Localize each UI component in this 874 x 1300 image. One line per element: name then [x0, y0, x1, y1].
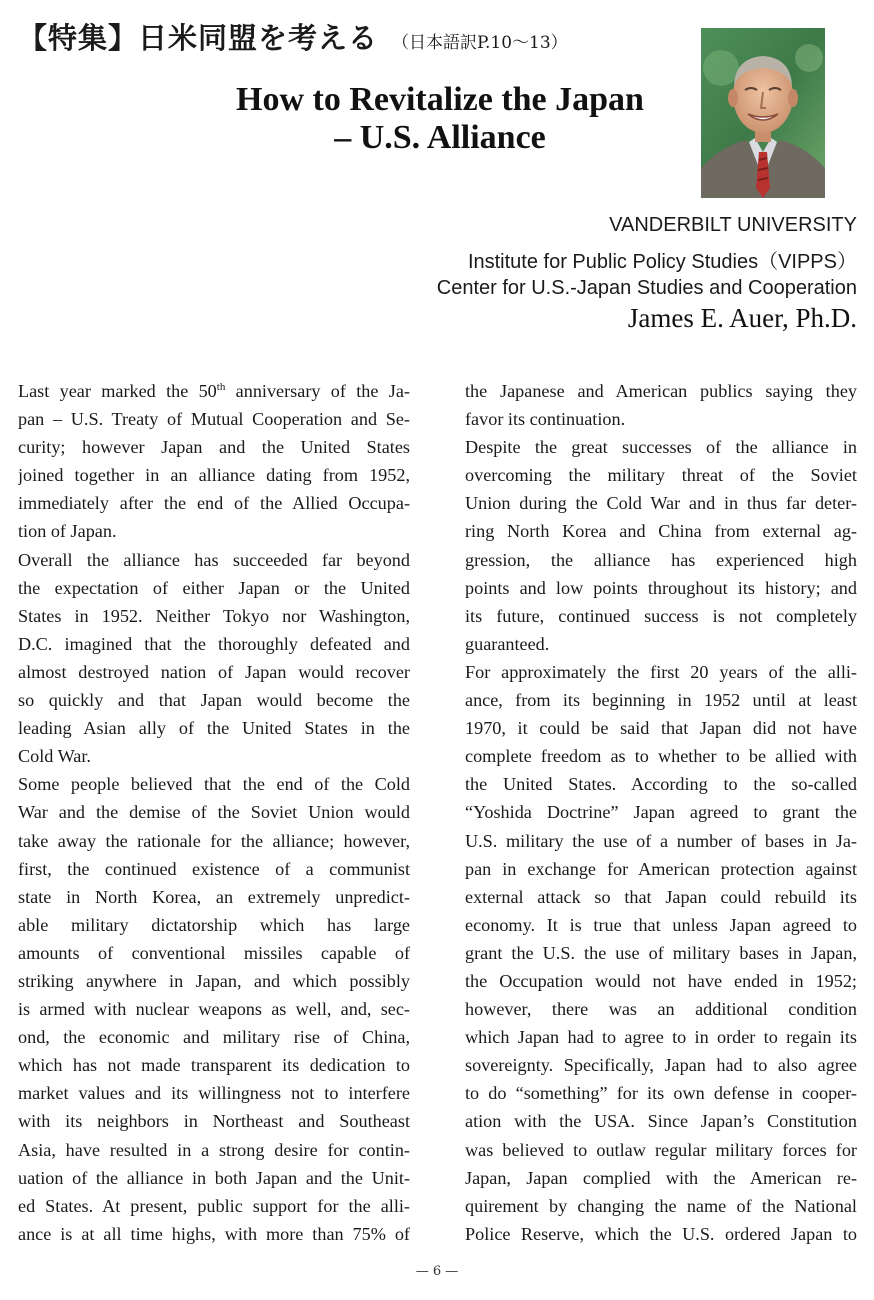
- body-text-line: ation with the USA. Since Japan’s Constitution: [465, 1111, 857, 1132]
- body-column-left: [18, 377, 410, 1248]
- body-text-line: with its neighbors in Northeast and Southeast: [18, 1111, 410, 1132]
- body-text-line: tion of Japan.: [18, 521, 117, 542]
- body-text-line: Japan, Japan complied with the American re-: [465, 1167, 857, 1188]
- body-text-line: 1970, it could be said that Japan did not have: [465, 718, 857, 739]
- body-text-line: ance is at all time highs, with more than 75% of: [18, 1223, 410, 1244]
- body-text-line: pan – U.S. Treaty of Mutual Cooperation and Se-: [18, 409, 410, 430]
- body-text-line: the expectation of either Japan or the United: [18, 577, 410, 598]
- body-text-fragment: Last year marked the 50: [18, 381, 217, 401]
- body-text-line: Overall the alliance has succeeded far beyond: [18, 549, 410, 570]
- body-text-line: external attack so that Japan could rebuild its: [465, 886, 857, 907]
- affiliation-center: Center for U.S.-Japan Studies and Cooperation: [436, 277, 857, 299]
- body-text-line: take away the rationale for the alliance; however,: [18, 830, 410, 851]
- body-text-line: almost destroyed nation of Japan would recover: [18, 661, 410, 682]
- body-text-line: D.C. imagined that the thoroughly defeated and: [18, 633, 410, 654]
- body-text-line: ed States. At present, public support for the alli-: [18, 1195, 410, 1216]
- body-text-line: States in 1952. Neither Tokyo nor Washington,: [18, 605, 410, 626]
- body-text-line: joined together in an alliance dating from 1952,: [18, 465, 410, 486]
- body-text-fragment: anniversary of the Ja-: [225, 381, 410, 401]
- body-text-line: grant the U.S. the use of military bases in Japan,: [465, 942, 857, 963]
- body-text-line: able military dictatorship which has large: [18, 914, 410, 935]
- body-text-line: first, the continued existence of a communist: [18, 858, 410, 879]
- feature-title: 【特集】日米同盟を考える: [18, 21, 379, 55]
- body-text-line: ance, from its beginning in 1952 until at least: [465, 690, 857, 711]
- author-name: James E. Auer, Ph.D.: [627, 303, 857, 333]
- body-text-line: For approximately the first 20 years of the alli-: [465, 661, 857, 682]
- article-title-line-2: – U.S. Alliance: [334, 119, 546, 156]
- article-title-line-1: How to Revitalize the Japan: [236, 81, 644, 118]
- body-text-line: gression, the alliance has experienced high: [465, 549, 857, 570]
- body-text-line: the Occupation would not have ended in 1952;: [465, 970, 857, 991]
- body-text-line: the Japanese and American publics saying they: [465, 381, 857, 401]
- body-text-line: market values and its willingness not to interfere: [18, 1083, 410, 1104]
- body-text-line: ring North Korea and China from external ag-: [465, 521, 857, 542]
- body-text-line: sovereignty. Specifically, Japan had to also agree: [465, 1055, 857, 1076]
- body-text-line: the United States. According to the so-called: [465, 774, 857, 795]
- body-text-line: striking anywhere in Japan, and which possibly: [18, 970, 410, 991]
- author-portrait-image: [701, 28, 825, 198]
- body-text-line: is armed with nuclear weapons as well, and, sec-: [18, 999, 410, 1020]
- body-text-line: its future, continued success is not completely: [465, 605, 857, 626]
- body-text-line: favor its continuation.: [465, 409, 626, 430]
- body-text-line: immediately after the end of the Allied Occupa-: [18, 493, 410, 514]
- body-text-line: Despite the great successes of the alliance in: [465, 437, 857, 458]
- affiliation-institute: Institute for Public Policy Studies（VIPPS）: [467, 251, 857, 273]
- body-text-line: was believed to outlaw regular military forces for: [465, 1139, 857, 1160]
- body-text-line: economy. It is true that unless Japan agreed to: [465, 914, 857, 935]
- translation-note: （日本語訳P.10～13）: [392, 33, 568, 53]
- body-text-line: War and the demise of the Soviet Union would: [18, 802, 410, 823]
- body-text-line: state in North Korea, an extremely unpredict-: [18, 886, 410, 907]
- body-text-line: which Japan had to agree to in order to regain its: [465, 1027, 857, 1048]
- body-text-line: Police Reserve, which the U.S. ordered Japan to: [465, 1223, 857, 1244]
- body-text-line: amounts of conventional missiles capable of: [18, 942, 410, 963]
- body-text-line: Asia, have resulted in a strong desire for contin-: [18, 1139, 410, 1160]
- body-text-line: however, there was an additional condition: [465, 999, 857, 1020]
- body-text-line: uation of the alliance in both Japan and the Unit-: [18, 1167, 410, 1188]
- feature-heading: [18, 16, 568, 57]
- body-text-line: points and low points throughout its history; and: [465, 577, 857, 598]
- body-text-line: to do “something” for its own defense in cooper-: [465, 1083, 857, 1104]
- body-text-line: [18, 377, 410, 405]
- body-text-line: U.S. military the use of a number of bases in Ja-: [465, 830, 857, 851]
- body-text-line: leading Asian ally of the United States in the: [18, 718, 410, 739]
- author-photo: [701, 28, 825, 198]
- body-text-line: quirement by changing the name of the National: [465, 1195, 857, 1216]
- body-text-line: guaranteed.: [465, 633, 550, 654]
- body-text-line: Some people believed that the end of the Cold: [18, 774, 410, 795]
- affiliation-university: VANDERBILT UNIVERSITY: [609, 214, 857, 236]
- body-column-right: [465, 377, 857, 1248]
- body-text-line: pan in exchange for American protection against: [465, 858, 857, 879]
- body-text-line: Cold War.: [18, 746, 91, 767]
- body-text-line: complete freedom as to whether to be allied with: [465, 746, 857, 767]
- body-text-line: curity; however Japan and the United States: [18, 437, 410, 458]
- body-text-line: so quickly and that Japan would become the: [18, 690, 410, 711]
- body-text-line: Union during the Cold War and in thus far deter-: [465, 493, 857, 514]
- body-text-line: which has not made transparent its dedication to: [18, 1055, 410, 1076]
- ordinal-superscript: th: [216, 380, 226, 393]
- body-text-line: “Yoshida Doctrine” Japan agreed to grant the: [465, 802, 857, 823]
- body-text-line: overcoming the military threat of the Soviet: [465, 465, 857, 486]
- body-text-line: ond, the economic and military rise of China,: [18, 1027, 410, 1048]
- page-number: — 6 —: [415, 1264, 459, 1279]
